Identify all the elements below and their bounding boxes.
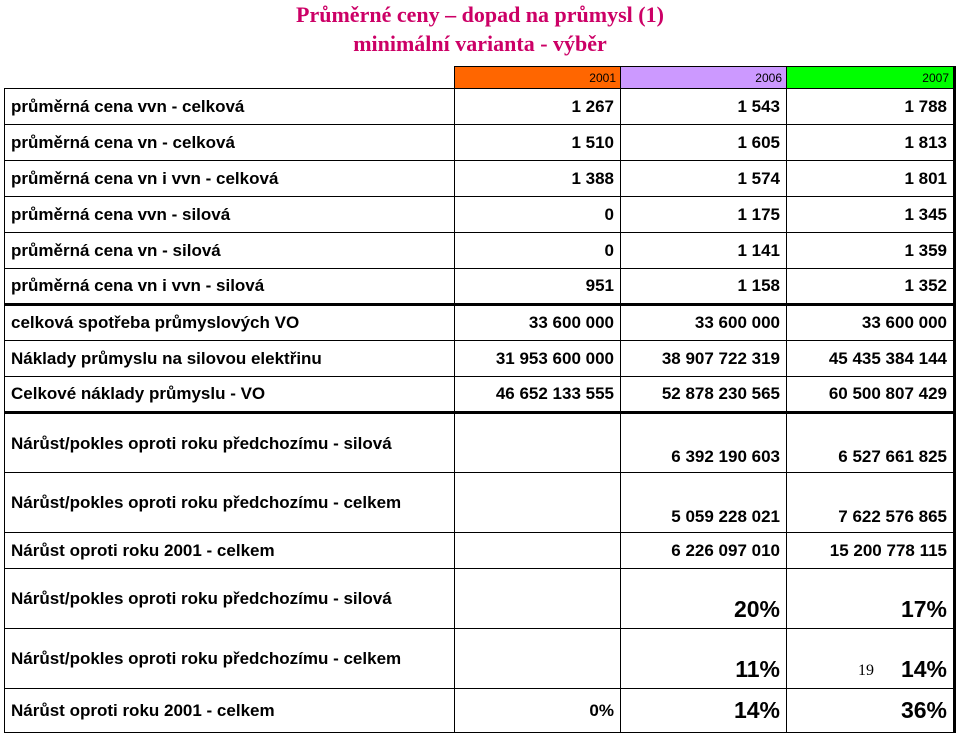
value-cell-2001: 1 510 [455, 125, 621, 161]
value-cell-2007: 6 527 661 825 [787, 413, 955, 473]
table-row [5, 413, 955, 473]
value-cell-2006: 14% [621, 689, 787, 733]
value-cell-2007: 45 435 384 144 [787, 341, 955, 377]
value-cell-2001 [455, 473, 621, 533]
value-cell-2007: 1 801 [787, 161, 955, 197]
table-row [5, 161, 955, 197]
table-row [5, 377, 955, 413]
value-cell-2001: 1 267 [455, 89, 621, 125]
value-cell-2001: 951 [455, 269, 621, 305]
value-cell-2007: 1 352 [787, 269, 955, 305]
row-label: průměrná cena vvn - celková [5, 89, 455, 125]
value-cell-2007: 36% [787, 689, 955, 733]
table-row [5, 341, 955, 377]
row-label: průměrná cena vn i vvn - celková [5, 161, 455, 197]
value-cell-2006: 38 907 722 319 [621, 341, 787, 377]
value-cell-2007: 1 813 [787, 125, 955, 161]
row-label: celková spotřeba průmyslových VO [5, 305, 455, 341]
value-cell-2006: 5 059 228 021 [621, 473, 787, 533]
row-label: průměrná cena vn - silová [5, 233, 455, 269]
table-row [5, 629, 955, 689]
table-row [5, 233, 955, 269]
table-row [5, 269, 955, 305]
row-label: Nárůst/pokles oproti roku předchozímu - celkem [5, 473, 455, 533]
header-blank-cell [5, 67, 455, 89]
value-cell-2001: 31 953 600 000 [455, 341, 621, 377]
value-cell-2007: 1 788 [787, 89, 955, 125]
value-cell-2007: 17% [787, 569, 955, 629]
value-cell-2001 [455, 533, 621, 569]
value-cell-2006: 1 175 [621, 197, 787, 233]
value-cell-2006: 52 878 230 565 [621, 377, 787, 413]
value-cell-2006: 11% [621, 629, 787, 689]
value-cell-2007: 15 200 778 115 [787, 533, 955, 569]
value-cell-2001: 33 600 000 [455, 305, 621, 341]
value-cell-2001 [455, 413, 621, 473]
value-cell-2006: 6 226 097 010 [621, 533, 787, 569]
value-cell-2007: 33 600 000 [787, 305, 955, 341]
table-row [5, 689, 955, 733]
header-row [5, 67, 955, 89]
value-cell-2006: 33 600 000 [621, 305, 787, 341]
value-cell-2001: 1 388 [455, 161, 621, 197]
row-label: Nárůst/pokles oproti roku předchozímu - silová [5, 413, 455, 473]
row-label: Nárůst/pokles oproti roku předchozímu - silová [5, 569, 455, 629]
value-cell-2007: 1 345 [787, 197, 955, 233]
value-cell-2006: 6 392 190 603 [621, 413, 787, 473]
row-label: Nárůst oproti roku 2001 - celkem [5, 533, 455, 569]
value-cell-2001: 0 [455, 233, 621, 269]
column-header-2006: 2006 [621, 67, 787, 89]
value-cell-2006: 1 574 [621, 161, 787, 197]
value-cell-2007: 7 622 576 865 [787, 473, 955, 533]
row-label: průměrná cena vvn - silová [5, 197, 455, 233]
table-row [5, 305, 955, 341]
value-cell-2001: 46 652 133 555 [455, 377, 621, 413]
value-cell-2006: 1 141 [621, 233, 787, 269]
table-row [5, 533, 955, 569]
column-header-2007: 2007 [787, 67, 955, 89]
row-label: Celkové náklady průmyslu - VO [5, 377, 455, 413]
value-cell-2001 [455, 569, 621, 629]
column-header-2001: 2001 [455, 67, 621, 89]
chart-subtitle: minimální varianta - výběr [353, 31, 607, 56]
table-row [5, 473, 955, 533]
value-cell-2007: 60 500 807 429 [787, 377, 955, 413]
page-number: 19 [858, 662, 874, 679]
value-cell-2001: 0 [455, 197, 621, 233]
table-row [5, 197, 955, 233]
value-cell-2006: 1 158 [621, 269, 787, 305]
chart-title: Průměrné ceny – dopad na průmysl (1) [296, 2, 664, 27]
value-cell-2001: 0% [455, 689, 621, 733]
row-label: průměrná cena vn i vvn - silová [5, 269, 455, 305]
row-label: Nárůst/pokles oproti roku předchozímu - celkem [5, 629, 455, 689]
row-label: Nárůst oproti roku 2001 - celkem [5, 689, 455, 733]
data-table [4, 66, 956, 733]
value-cell-2006: 1 543 [621, 89, 787, 125]
row-label: Náklady průmyslu na silovou elektřinu [5, 341, 455, 377]
table-row [5, 125, 955, 161]
table-row [5, 569, 955, 629]
value-cell-2001 [455, 629, 621, 689]
value-cell-2006: 20% [621, 569, 787, 629]
value-cell-2007: 1 359 [787, 233, 955, 269]
row-label: průměrná cena vn - celková [5, 125, 455, 161]
table-row [5, 89, 955, 125]
value-cell-2006: 1 605 [621, 125, 787, 161]
value-cell-2007: 14% [787, 629, 955, 689]
